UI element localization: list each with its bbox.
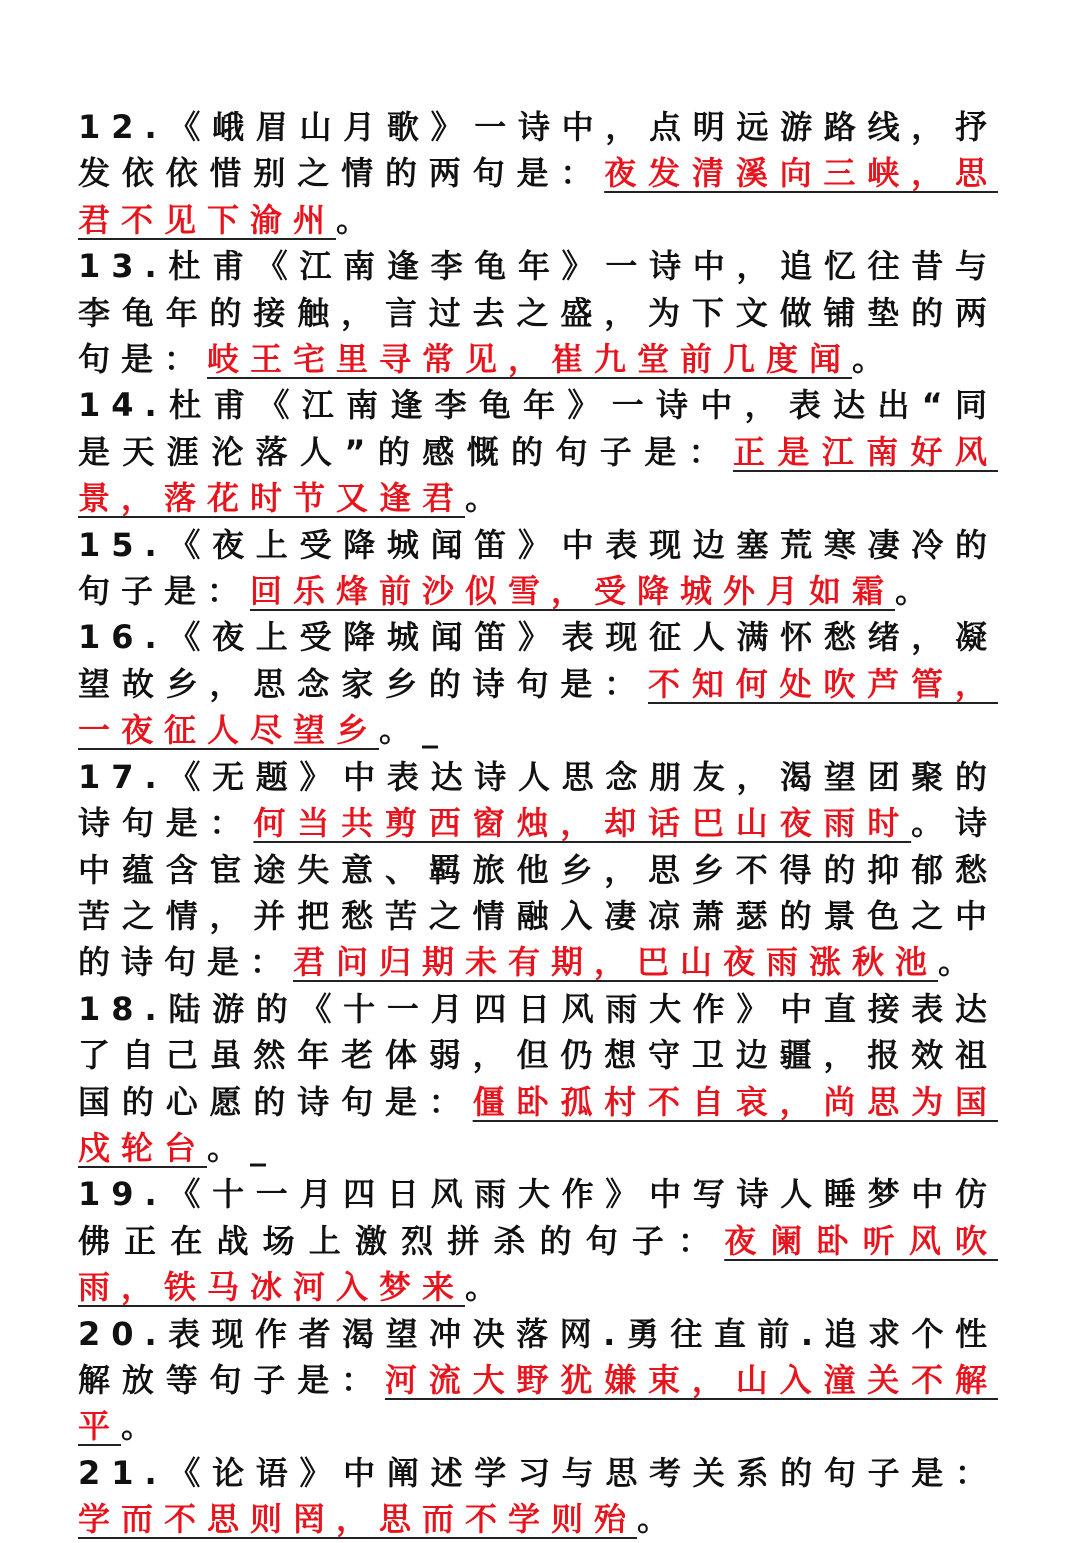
question-text: 18.陆游的《十一月四日风雨大作》中直接表达了自己虽然年老体弱，但仍想守卫边疆，报效祖国的心愿的诗句是：	[78, 989, 998, 1121]
answer-text: 夜发清溪向三峡，思君不见下渝州	[78, 154, 998, 239]
question-text: 15.《夜上受降城闻笛》中表现边塞荒寒凄冷的句子是：	[78, 525, 998, 611]
question-text: 17.《无题》中表达诗人思念朋友，渴望团聚的诗句是：	[78, 757, 998, 843]
question-text: 16.《夜上受降城闻笛》表现征人满怀愁绪，凝望故乡，思念家乡的诗句是：	[78, 618, 998, 703]
end-punct: 。	[637, 1500, 681, 1539]
item-13	[78, 243, 998, 382]
end-punct: 。	[121, 1407, 165, 1446]
end-punct: 。	[852, 340, 896, 379]
answer-text-2: 君问归期未有期，巴山夜雨涨秋池	[293, 943, 939, 982]
answer-text: 不知何处吹芦管，一夜征人尽望乡	[78, 664, 998, 750]
end-punct: 。	[938, 943, 982, 982]
end-punct: 。_	[207, 1128, 278, 1167]
end-punct: 。	[465, 1268, 509, 1307]
end-punct: 。	[895, 572, 939, 611]
item-21	[78, 1450, 998, 1543]
answer-text: 正是江南好风景，落花时节又逢君	[78, 432, 998, 518]
end-punct: 。	[465, 479, 509, 518]
item-17	[78, 754, 998, 986]
question-text: 19.《十一月四日风雨大作》中写诗人睡梦中仿佛正在战场上激烈拼杀的句子：	[78, 1175, 998, 1260]
question-text: 21.《论语》中阐述学习与思考关系的句子是：	[78, 1453, 998, 1492]
end-punct: 。	[336, 200, 380, 239]
question-text: 12.《峨眉山月歌》一诗中，点明远游路线，抒发依依惜别之情的两句是：	[78, 108, 998, 193]
answer-text: 岐王宅里寻常见，崔九堂前几度闻	[207, 340, 853, 379]
answer-text: 僵卧孤村不自哀，尚思为国戍轮台	[78, 1082, 998, 1167]
item-12	[78, 104, 998, 243]
answer-text: 何当共剪西窗烛，却话巴山夜雨时	[253, 804, 912, 843]
question-text: 20.表现作者渴望冲决落网.勇往直前.追求个性解放等句子是：	[78, 1314, 998, 1399]
item-19	[78, 1171, 998, 1310]
answer-text: 河流大野犹嫌束，山入潼关不解平	[78, 1360, 998, 1446]
item-16	[78, 614, 998, 753]
item-14	[78, 382, 998, 521]
answer-text: 夜阑卧听风吹雨，铁马冰河入梦来	[78, 1221, 998, 1307]
item-18	[78, 986, 998, 1172]
worksheet	[78, 104, 998, 1543]
answer-text: 回乐烽前沙似雪，受降城外月如霜	[250, 572, 896, 611]
question-text-continued: 。诗中蕴含宦途失意、羁旅他乡，思乡不得的抑郁愁苦之情，并把愁苦之情融入凄凉萧瑟的景色之中的诗句是：	[78, 804, 998, 982]
item-20	[78, 1311, 998, 1450]
end-punct: 。_	[379, 711, 450, 750]
question-text: 13.杜甫《江南逢李龟年》一诗中，追忆往昔与李龟年的接触，言过去之盛，为下文做铺垫的两句是：	[78, 247, 998, 379]
item-15	[78, 522, 998, 615]
answer-text: 学而不思则罔，思而不学则殆	[78, 1500, 638, 1539]
question-text: 14.杜甫《江南逢李龟年》一诗中，表达出“同是天涯沦落人”的感慨的句子是：	[78, 386, 998, 471]
